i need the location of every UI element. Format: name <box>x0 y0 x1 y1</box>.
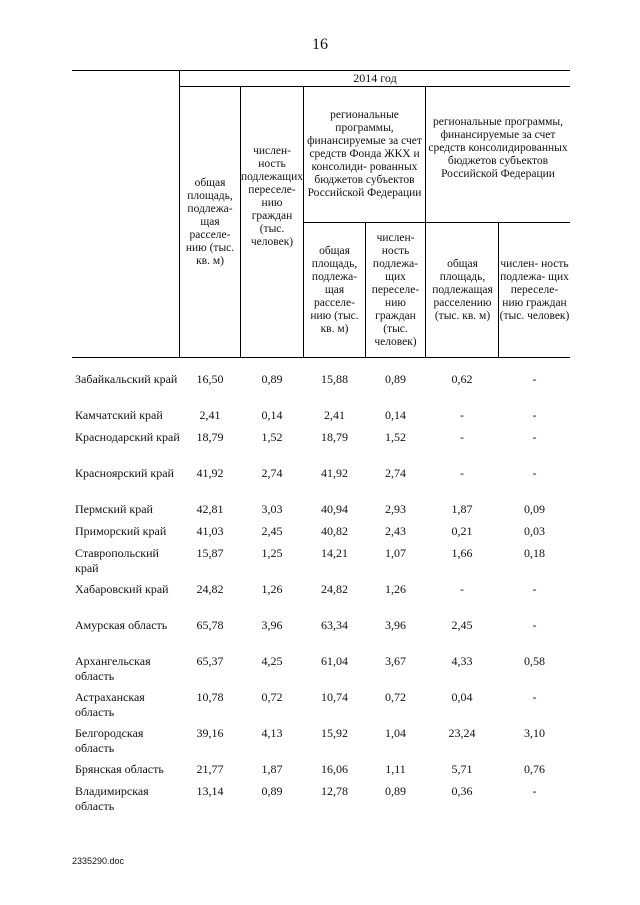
table-row <box>72 524 570 540</box>
value-cell: - <box>460 408 464 422</box>
value-cell: 0,89 <box>261 372 283 386</box>
region-name: Амурская область <box>75 618 168 632</box>
header-col-total-people <box>241 87 303 307</box>
region-name: Забайкальский край <box>75 372 178 386</box>
header-col-budget-people <box>499 223 570 357</box>
value-cell: 40,82 <box>321 524 348 538</box>
table-row <box>72 762 570 778</box>
value-cell: 3,10 <box>524 726 545 740</box>
region-name: Камчатский край <box>75 408 163 422</box>
table-row <box>72 502 570 518</box>
value-cell: 0,14 <box>261 408 283 422</box>
value-cell: 24,82 <box>321 582 348 596</box>
header-year-text: 2014 год <box>353 71 397 85</box>
value-cell: 41,03 <box>196 524 224 538</box>
table-row <box>72 784 570 814</box>
table-row <box>72 582 570 612</box>
value-cell: 12,78 <box>321 784 348 798</box>
value-cell: 39,16 <box>196 726 224 740</box>
region-name: Ставропольский край <box>75 546 159 575</box>
value-cell: 23,24 <box>448 726 476 740</box>
value-cell: 4,13 <box>261 726 283 740</box>
value-cell: 61,04 <box>321 654 348 668</box>
value-cell: 0,89 <box>385 784 406 798</box>
value-cell: 15,88 <box>321 372 348 386</box>
value-cell: 2,74 <box>385 466 406 480</box>
value-cell: 0,21 <box>451 524 473 538</box>
value-cell: 63,34 <box>321 618 348 632</box>
table-row <box>72 466 570 496</box>
value-cell: 4,25 <box>261 654 283 668</box>
header-col-fund-people-text: числен- ность подлежа- щих переселе- нию граждан (тыс. человек) <box>371 231 420 348</box>
region-name: Владимирская область <box>75 784 149 813</box>
header-col-budget-people-text: числен- ность подлежа- щих переселе- нию граждан (тыс. человек) <box>499 257 570 322</box>
value-cell: 1,87 <box>261 762 283 776</box>
value-cell: - <box>532 466 537 480</box>
region-name: Белгородская область <box>75 726 144 755</box>
region-name: Краснодарский край <box>75 430 180 444</box>
value-cell: 24,82 <box>196 582 224 596</box>
table-row <box>72 654 570 684</box>
value-cell: - <box>532 408 537 422</box>
table-row <box>72 372 570 402</box>
value-cell: 13,14 <box>196 784 224 798</box>
value-cell: 2,43 <box>385 524 406 538</box>
value-cell: 3,03 <box>261 502 283 516</box>
table-row <box>72 408 570 424</box>
value-cell: - <box>532 690 537 704</box>
value-cell: 0,89 <box>385 372 406 386</box>
value-cell: 21,77 <box>196 762 224 776</box>
value-cell: 0,89 <box>261 784 283 798</box>
value-cell: 2,45 <box>451 618 473 632</box>
value-cell: 0,04 <box>451 690 473 704</box>
value-cell: 1,66 <box>451 546 473 560</box>
value-cell: 16,06 <box>321 762 348 776</box>
value-cell: 2,74 <box>261 466 283 480</box>
value-cell: 10,74 <box>321 690 348 704</box>
region-name: Приморский край <box>75 524 167 538</box>
region-name: Пермский край <box>75 502 153 516</box>
value-cell: 0,62 <box>451 372 473 386</box>
value-cell: 18,79 <box>196 430 224 444</box>
value-cell: 5,71 <box>451 762 473 776</box>
value-cell: 3,96 <box>261 618 283 632</box>
value-cell: 15,87 <box>196 546 224 560</box>
region-name: Хабаровский край <box>75 582 169 596</box>
value-cell: 1,52 <box>261 430 283 444</box>
region-name: Красноярский край <box>75 466 174 480</box>
value-cell: 2,45 <box>261 524 283 538</box>
header-group-budget-text: региональные программы, финансируемые за счет средств консолидированных бюджетов субъектов Российской Федерации <box>428 115 568 180</box>
header-col-total-area-text: общая площадь, подлежа- щая расселе- нию (тыс. кв. м) <box>185 176 235 267</box>
value-cell: - <box>460 582 464 596</box>
value-cell: 3,67 <box>385 654 406 668</box>
header-col-fund-people <box>366 223 425 357</box>
value-cell: 0,72 <box>261 690 283 704</box>
value-cell: - <box>532 372 537 386</box>
value-cell: 0,76 <box>524 762 545 776</box>
value-cell: 65,37 <box>196 654 224 668</box>
value-cell: - <box>460 466 464 480</box>
header-col-fund-area <box>304 223 365 357</box>
value-cell: 2,41 <box>324 408 345 422</box>
value-cell: - <box>460 430 464 444</box>
value-cell: 1,25 <box>261 546 283 560</box>
value-cell: 3,96 <box>385 618 406 632</box>
value-cell: 4,33 <box>451 654 473 668</box>
table-header <box>72 70 570 358</box>
value-cell: 0,58 <box>524 654 545 668</box>
table-row <box>72 726 570 756</box>
region-name: Архангельская область <box>75 654 151 683</box>
value-cell: 41,92 <box>196 466 224 480</box>
value-cell: 14,21 <box>321 546 348 560</box>
value-cell: 1,26 <box>385 582 406 596</box>
value-cell: 18,79 <box>321 430 348 444</box>
region-name: Брянская область <box>75 762 164 776</box>
header-group-fund <box>304 87 425 222</box>
value-cell: 0,72 <box>385 690 406 704</box>
value-cell: 2,93 <box>385 502 406 516</box>
header-group-budget <box>426 87 570 209</box>
page-number: 16 <box>312 36 328 53</box>
value-cell: 0,09 <box>524 502 545 516</box>
value-cell: 40,94 <box>321 502 348 516</box>
header-year <box>180 71 570 86</box>
region-name: Астраханская область <box>75 690 145 719</box>
header-col-total-people-text: числен- ность подлежащих переселе- нию граждан (тыс. человек) <box>240 145 304 248</box>
value-cell: 1,11 <box>385 762 406 776</box>
header-col-total-area <box>180 87 240 357</box>
value-cell: 1,04 <box>385 726 406 740</box>
header-group-fund-text: региональные программы, финансируемые за счет средств Фонда ЖКХ и консолиди- рованных бюджетов субъектов Российской Федерации <box>307 109 422 199</box>
value-cell: - <box>532 618 537 632</box>
value-cell: - <box>532 582 537 596</box>
header-col-budget-area-text: общая площадь, подлежащая расселению (тыс. кв. м) <box>432 257 493 322</box>
value-cell: 16,50 <box>196 372 224 386</box>
header-col-fund-area-text: общая площадь, подлежа- щая расселе- нию (тыс. кв. м) <box>310 244 359 335</box>
value-cell: - <box>532 430 537 444</box>
table-row <box>72 690 570 720</box>
value-cell: 0,03 <box>524 524 545 538</box>
value-cell: 1,52 <box>385 430 406 444</box>
value-cell: 0,14 <box>385 408 406 422</box>
value-cell: 41,92 <box>321 466 348 480</box>
value-cell: 1,87 <box>451 502 473 516</box>
value-cell: 10,78 <box>196 690 224 704</box>
value-cell: 1,07 <box>385 546 406 560</box>
table-row <box>72 430 570 460</box>
value-cell: 15,92 <box>321 726 348 740</box>
value-cell: 65,78 <box>196 618 224 632</box>
table-row <box>72 618 570 648</box>
value-cell: 42,81 <box>196 502 224 516</box>
value-cell: 0,36 <box>451 784 473 798</box>
header-bottom-rule <box>72 357 570 358</box>
value-cell: 0,18 <box>524 546 545 560</box>
table-row <box>72 546 570 576</box>
header-col-budget-area <box>427 223 498 357</box>
value-cell: 2,41 <box>199 408 221 422</box>
document-filename: 2335290.doc <box>72 856 125 866</box>
value-cell: 1,26 <box>261 582 283 596</box>
value-cell: - <box>532 784 537 798</box>
